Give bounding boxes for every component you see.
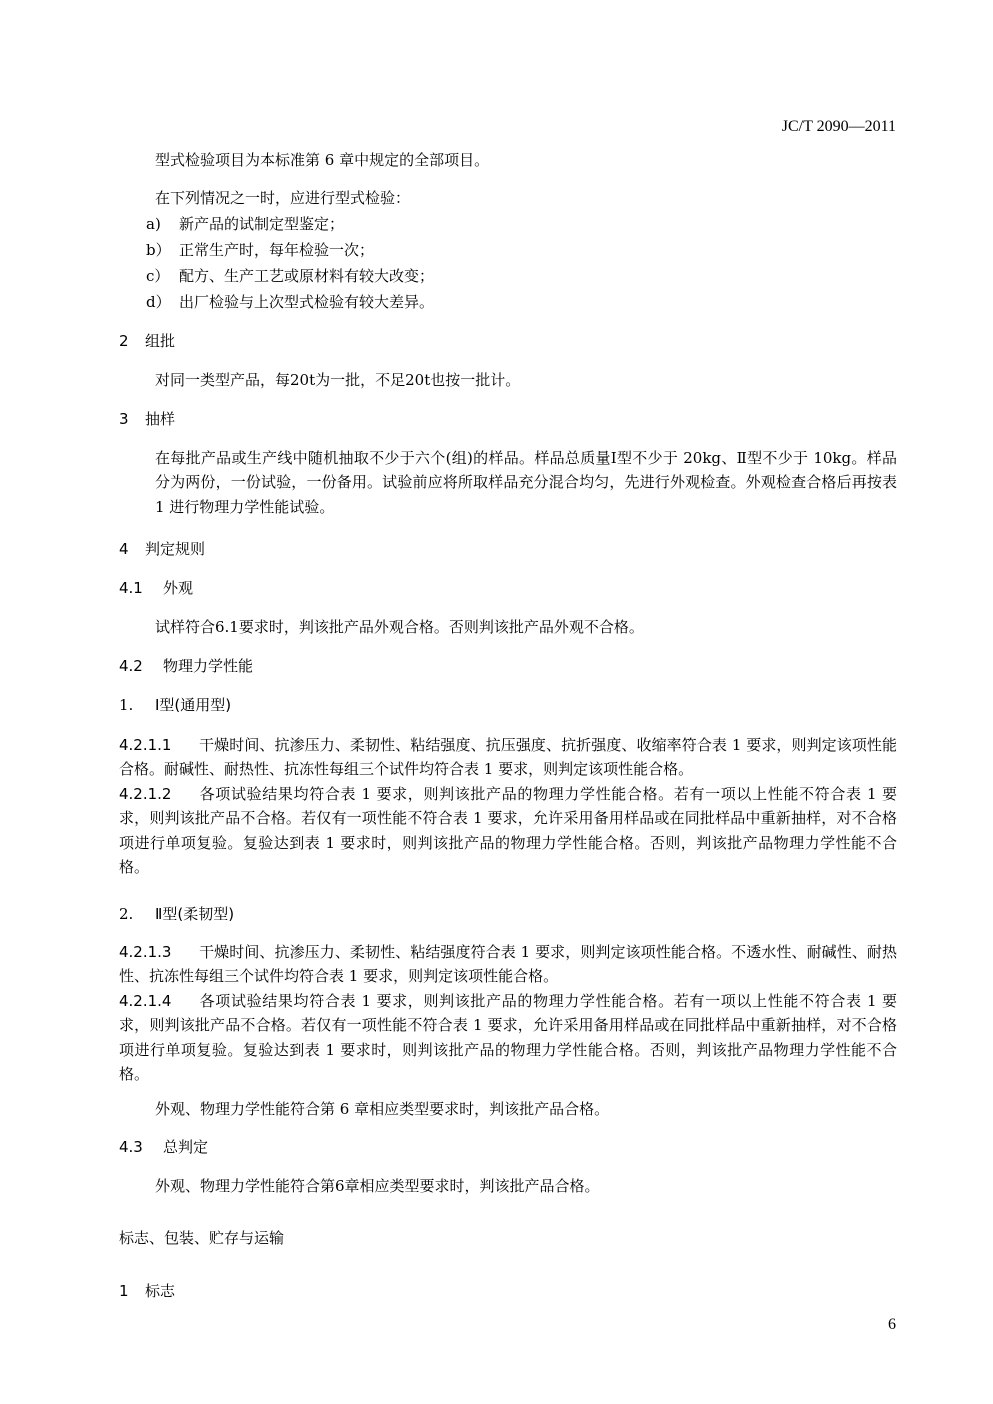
subsection-title: 标志 [145, 1282, 176, 1300]
section-title: 组批 [145, 332, 176, 350]
subsection-number: 4.2 [119, 657, 143, 675]
subsection-title: 物理力学性能 [163, 657, 254, 675]
section-heading-sampling [119, 409, 175, 429]
clause-4-2-1-4 [119, 989, 897, 1087]
section-number: 4 [119, 540, 129, 558]
type-test-items [155, 150, 489, 170]
clause-text: 各项试验结果均符合表 1 要求，则判该批产品的物理力学性能合格。若有一项以上性能不符合表 1 要求，则判该批产品不合格。若仅有一项性能不符合表 1 要求，允许采用备用样品或在同批样品中重新抽样，对不合格项进行单项复验。复验达到表 1 要求时，则判该批产品的物理力学性能合格。否则，判该批产品物理力学性能不合格。 [119, 992, 897, 1084]
list-item [146, 214, 344, 234]
type1-number: 1. [119, 696, 134, 714]
subsection-heading-marks [119, 1281, 175, 1301]
subsection-heading-physical [119, 656, 253, 676]
clause-number: 4.2.1.1 [119, 736, 172, 754]
sampling-text: 在每批产品或生产线中随机抽取不少于六个(组)的样品。样品总质量Ⅰ型不少于 20kg、Ⅱ型不少于 10kg。样品分为两份，一份试验，一份备用。试验前应将所取样品充分混合均匀，先进行外观检查。外观检查合格后再按表 1 进行物理力学性能试验。 [155, 449, 897, 516]
clause-4-2-1-3 [119, 940, 897, 989]
appearance-text: 试样符合6.1要求时，判该批产品外观合格。否则判该批产品外观不合格。 [155, 618, 644, 636]
list-item [146, 240, 374, 260]
section-title: 判定规则 [145, 540, 206, 558]
clause-number: 4.2.1.4 [119, 992, 172, 1010]
list-text: 新产品的试制定型鉴定； [179, 215, 345, 233]
page-number: 6 [888, 1316, 896, 1333]
clause-text: 干燥时间、抗渗压力、柔韧性、粘结强度符合表 1 要求，则判定该项性能合格。不透水性、耐碱性、耐热性、抗冻性每组三个试件均符合表 1 要求，则判定该项性能合格。 [119, 943, 897, 986]
overall-text: 外观、物理力学性能符合第6章相应类型要求时，判该批产品合格。 [155, 1177, 600, 1195]
document-code: JC/T 2090—2011 [781, 118, 896, 135]
type2-heading [119, 904, 234, 924]
batch-text: 对同一类型产品，每20t为一批，不足20t也按一批计。 [155, 371, 521, 389]
subsection-number: 1 [119, 1282, 129, 1300]
list-item [146, 292, 434, 312]
subsection-title: 总判定 [163, 1138, 209, 1156]
subsection-number: 4.3 [119, 1138, 143, 1156]
clause-text: 各项试验结果均符合表 1 要求，则判该批产品的物理力学性能合格。若有一项以上性能不符合表 1 要求，则判该批产品不合格。若仅有一项性能不符合表 1 要求，允许采用备用样品或在同批样品中重新抽样，对不合格项进行单项复验。复验达到表 1 要求时，则判该批产品的物理力学性能合格。否则，判该批产品物理力学性能不合格。 [119, 785, 897, 877]
subsection-number: 4.1 [119, 579, 143, 597]
clause-number: 4.2.1.2 [119, 785, 172, 803]
section-heading-marking: 标志、包装、贮存与运输 [119, 1229, 285, 1247]
type1-title: Ⅰ型(通用型) [155, 696, 232, 714]
list-text: 出厂检验与上次型式检验有较大差异。 [179, 293, 435, 311]
subsection-heading-appearance [119, 578, 193, 598]
type2-title: Ⅱ型(柔韧型) [155, 905, 235, 923]
section-number: 2 [119, 332, 129, 350]
clause-4-2-1-1 [119, 733, 897, 782]
list-marker: c） [146, 267, 170, 285]
list-marker: b） [146, 241, 171, 259]
subsection-title: 外观 [163, 579, 194, 597]
subsection-heading-overall [119, 1137, 208, 1157]
list-marker: a) [146, 215, 161, 233]
section-title: 抽样 [145, 410, 176, 428]
type1-heading [119, 695, 231, 715]
section-heading-batch [119, 331, 175, 351]
list-text: 正常生产时，每年检验一次； [179, 241, 375, 259]
list-marker: d） [146, 293, 171, 311]
type-test-rest: 本标准第 6 章中规定的全部项目。 [260, 151, 490, 169]
section-number: 3 [119, 410, 129, 428]
type2-number: 2. [119, 905, 134, 923]
conditions-intro: 在下列情况之一时，应进行型式检验： [155, 189, 411, 207]
type2-closing: 外观、物理力学性能符合第 6 章相应类型要求时，判该批产品合格。 [155, 1100, 610, 1118]
clause-number: 4.2.1.3 [119, 943, 172, 961]
clause-text: 干燥时间、抗渗压力、柔韧性、粘结强度、抗压强度、抗折强度、收缩率符合表 1 要求，则判定该项性能合格。耐碱性、耐热性、抗冻性每组三个试件均符合表 1 要求，则判定该项性能合格。 [119, 736, 897, 779]
list-item [146, 266, 434, 286]
section-heading-rules [119, 539, 205, 559]
list-text: 配方、生产工艺或原材料有较大改变； [179, 267, 435, 285]
sampling-paragraph [119, 446, 897, 519]
clause-4-2-1-2 [119, 782, 897, 880]
type-test-lead: 型式检验项目为 [155, 151, 261, 169]
